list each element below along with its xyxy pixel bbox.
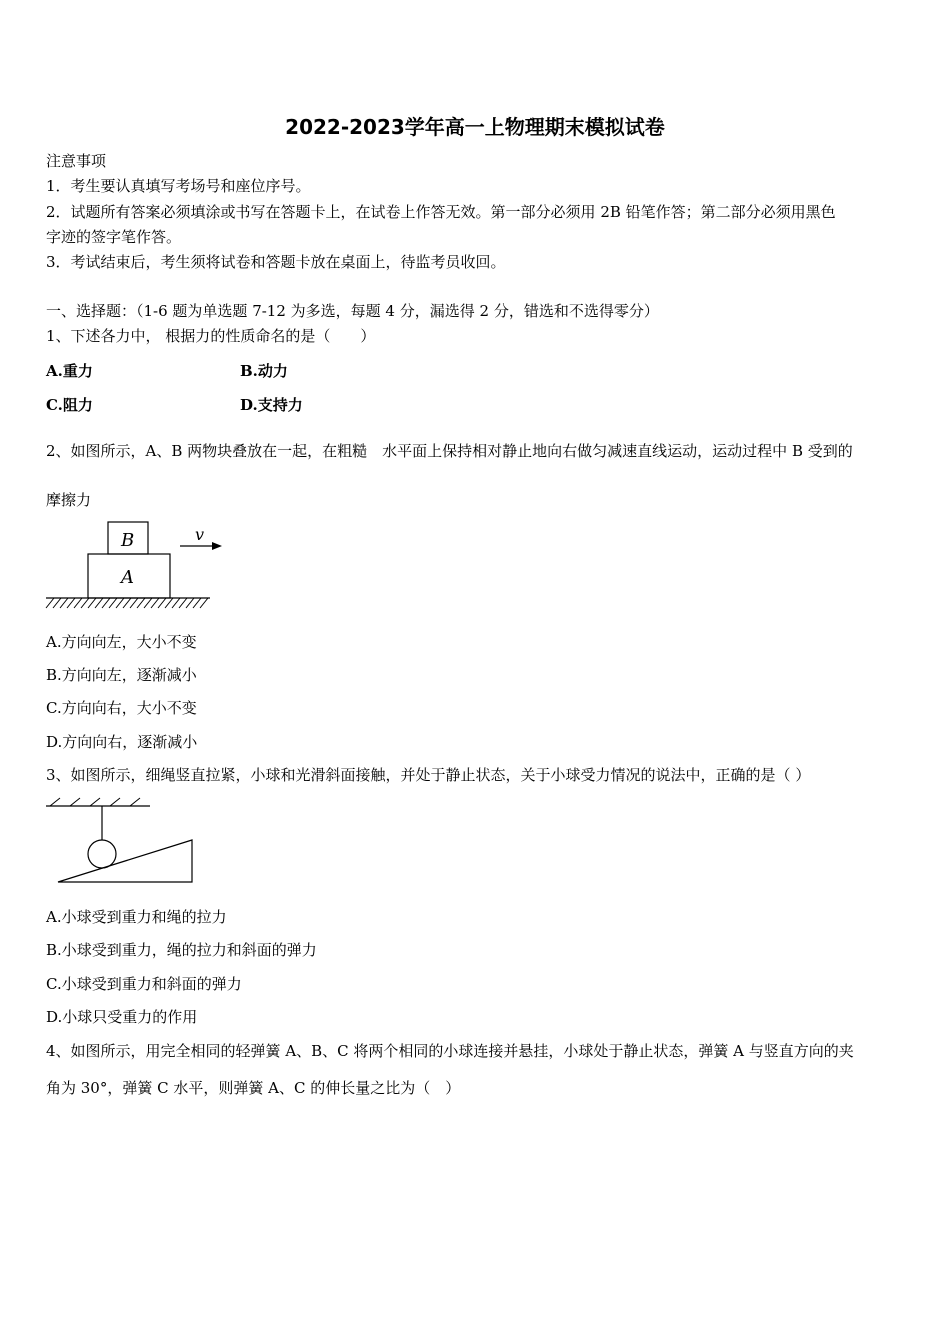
label-b: B bbox=[121, 530, 135, 551]
page-title: 2022-2023学年高一上物理期末模拟试卷 bbox=[285, 115, 665, 139]
q2-stem-line2: 摩擦力 bbox=[46, 491, 92, 509]
label-v: v bbox=[195, 525, 205, 544]
q1-option-c: C.阻力 bbox=[46, 396, 93, 414]
q3-stem: 3、如图所示，细绳竖直拉紧，小球和光滑斜面接触，并处于静止状态，关于小球受力情况的说法中，正确的是（ ） bbox=[46, 766, 811, 784]
notice-item-2-cont: 字迹的签字笔作答。 bbox=[46, 228, 182, 246]
q2-figure-blocks bbox=[44, 518, 224, 612]
section-heading: 一、选择题：（1-6 题为单选题 7-12 为多选，每题 4 分，漏选得 2 分，错选和不选得零分） bbox=[46, 302, 659, 320]
q2-option-d: D.方向向右，逐渐减小 bbox=[46, 733, 198, 751]
q2-stem-line1: 2、如图所示，A、B 两物块叠放在一起，在粗糙 水平面上保持相对静止地向右做匀减速直线运动，运动过程中 B 受到的 bbox=[46, 442, 853, 460]
q1-option-b: B.动力 bbox=[240, 362, 288, 380]
q2-option-b: B.方向向左，逐渐减小 bbox=[46, 666, 197, 684]
ball bbox=[88, 840, 116, 868]
notice-item-2: 2．试题所有答案必须填涂或书写在答题卡上，在试卷上作答无效。第一部分必须用 2B 铅笔作答；第二部分必须用黑色 bbox=[46, 203, 836, 221]
incline bbox=[58, 840, 192, 882]
q1-stem: 1、下述各力中， 根据力的性质命名的是（ ） bbox=[46, 327, 376, 345]
notice-item-1: 1．考生要认真填写考场号和座位序号。 bbox=[46, 177, 311, 195]
q3-option-d: D.小球只受重力的作用 bbox=[46, 1008, 198, 1026]
q1-option-d: D.支持力 bbox=[240, 396, 303, 414]
notice-heading: 注意事项 bbox=[46, 152, 107, 170]
notice-item-3: 3．考试结束后，考生须将试卷和答题卡放在桌面上，待监考员收回。 bbox=[46, 253, 506, 271]
q4-stem-line2: 角为 30°，弹簧 C 水平，则弹簧 A、C 的伸长量之比为（ ） bbox=[46, 1079, 461, 1097]
q4-stem-line1: 4、如图所示，用完全相同的轻弹簧 A、B、C 将两个相同的小球连接并悬挂，小球处于静止状态，弹簧 A 与竖直方向的夹 bbox=[46, 1042, 854, 1060]
velocity-arrow-head bbox=[212, 542, 222, 550]
ground-hatching bbox=[46, 598, 208, 608]
ceiling-hatching bbox=[50, 798, 140, 806]
label-a: A bbox=[121, 567, 134, 588]
q1-option-a: A.重力 bbox=[46, 362, 93, 380]
q3-figure-incline bbox=[44, 796, 200, 888]
q2-option-a: A.方向向左，大小不变 bbox=[46, 633, 197, 651]
q3-option-b: B.小球受到重力，绳的拉力和斜面的弹力 bbox=[46, 941, 317, 959]
q3-option-a: A.小球受到重力和绳的拉力 bbox=[46, 908, 227, 926]
q2-option-c: C.方向向右，大小不变 bbox=[46, 699, 197, 717]
q3-option-c: C.小球受到重力和斜面的弹力 bbox=[46, 975, 242, 993]
